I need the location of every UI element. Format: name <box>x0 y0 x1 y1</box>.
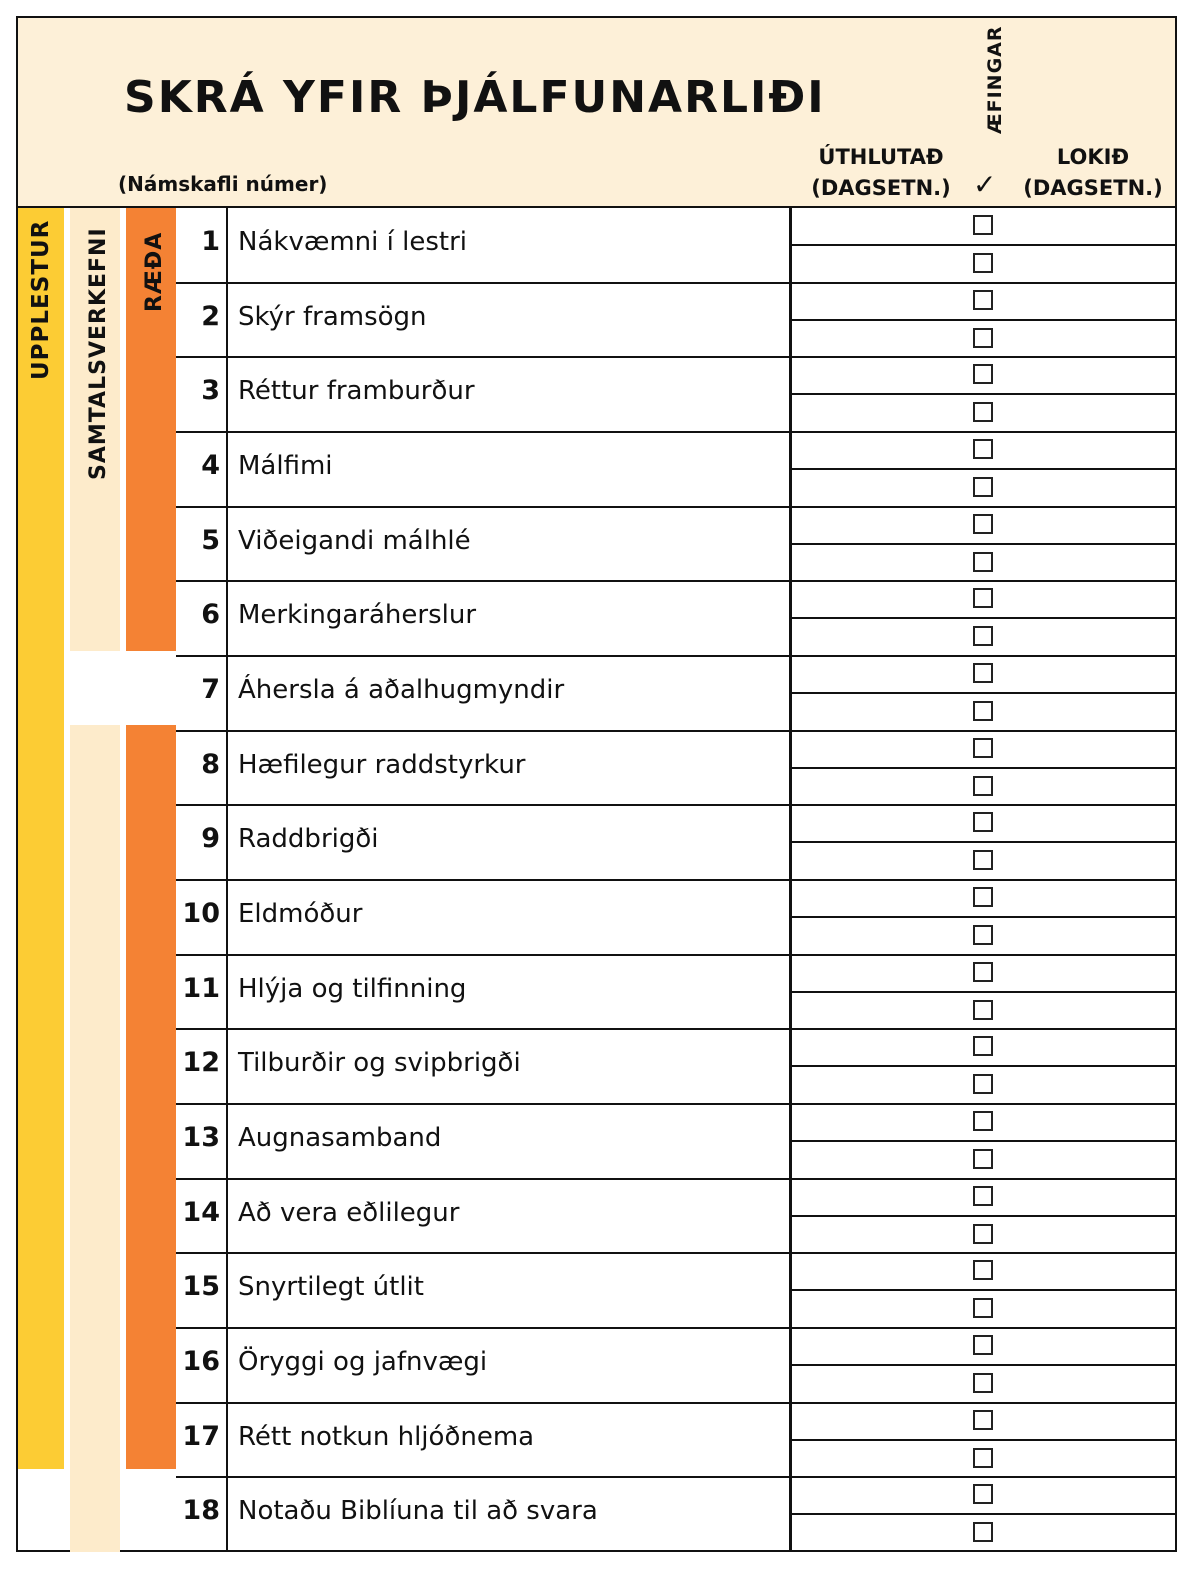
date-entry-line <box>790 319 1175 321</box>
assigned-date-header <box>806 142 956 204</box>
practice-checkbox[interactable] <box>973 887 993 907</box>
practice-checkbox[interactable] <box>973 1149 993 1169</box>
lesson-number: 3 <box>201 375 220 407</box>
practice-checkbox[interactable] <box>973 1074 993 1094</box>
practice-checkbox[interactable] <box>973 1484 993 1504</box>
table-row <box>176 955 1175 1030</box>
date-entry-line <box>790 991 1175 993</box>
column-divider <box>789 208 792 1552</box>
conversation-band-label: SAMTALSVERKEFNI <box>86 227 111 480</box>
lesson-number: 18 <box>182 1495 220 1527</box>
lesson-title: Öryggi og jafnvægi <box>238 1347 488 1378</box>
practice-checkbox[interactable] <box>973 1373 993 1393</box>
practice-checkbox[interactable] <box>973 701 993 721</box>
table-row <box>176 357 1175 432</box>
practice-checkbox[interactable] <box>973 253 993 273</box>
lesson-title: Áhersla á aðalhugmyndir <box>238 675 565 706</box>
lesson-title: Notaðu Biblíuna til að svara <box>238 1496 598 1527</box>
practice-header: ÆFINGAR <box>984 25 1006 134</box>
practice-checkbox[interactable] <box>973 776 993 796</box>
lesson-title: Tilburðir og svipbrigði <box>238 1048 521 1079</box>
page-title: SKRÁ YFIR ÞJÁLFUNARLIÐI <box>124 72 826 123</box>
lesson-number: 16 <box>182 1346 220 1378</box>
date-entry-line <box>790 543 1175 545</box>
table-row <box>176 283 1175 358</box>
lesson-title: Augnasamband <box>238 1123 442 1154</box>
date-entry-line <box>790 1439 1175 1441</box>
date-entry-line <box>790 767 1175 769</box>
date-entry-line <box>790 841 1175 843</box>
practice-checkbox[interactable] <box>973 1224 993 1244</box>
table-row <box>176 432 1175 507</box>
practice-checkbox[interactable] <box>973 812 993 832</box>
talk-band <box>126 725 176 1469</box>
lesson-number: 10 <box>182 898 220 930</box>
lesson-number: 14 <box>182 1196 220 1228</box>
lesson-title: Að vera eðlilegur <box>238 1197 460 1228</box>
lesson-number: 15 <box>182 1271 220 1303</box>
lesson-title: Hlýja og tilfinning <box>238 973 467 1004</box>
lesson-title: Hæfilegur raddstyrkur <box>238 749 526 780</box>
check-icon: ✓ <box>973 168 997 201</box>
lesson-title: Rétt notkun hljóðnema <box>238 1421 535 1452</box>
assigned-date-header-line2: (DAGSETN.) <box>811 176 951 200</box>
table-row <box>176 1029 1175 1104</box>
practice-checkbox[interactable] <box>973 1186 993 1206</box>
lesson-title: Snyrtilegt útlit <box>238 1272 424 1303</box>
practice-checkbox[interactable] <box>973 1522 993 1542</box>
practice-checkbox[interactable] <box>973 1448 993 1468</box>
practice-checkbox[interactable] <box>973 1260 993 1280</box>
lesson-title: Raddbrigði <box>238 824 379 855</box>
practice-checkbox[interactable] <box>973 925 993 945</box>
practice-checkbox[interactable] <box>973 1000 993 1020</box>
practice-checkbox[interactable] <box>973 328 993 348</box>
lesson-number: 13 <box>182 1122 220 1154</box>
form-header <box>18 18 1175 208</box>
table-row <box>176 1328 1175 1403</box>
date-entry-line <box>790 1364 1175 1366</box>
table-row <box>176 1104 1175 1179</box>
lesson-number: 12 <box>182 1047 220 1079</box>
practice-checkbox[interactable] <box>973 1298 993 1318</box>
practice-checkbox[interactable] <box>973 215 993 235</box>
column-divider <box>226 208 228 1552</box>
table-row <box>176 1403 1175 1478</box>
talk-band-label: RÆÐA <box>142 231 167 312</box>
date-entry-line <box>790 617 1175 619</box>
date-entry-line <box>790 244 1175 246</box>
practice-checkbox[interactable] <box>973 552 993 572</box>
lesson-title: Málfimi <box>238 451 333 481</box>
table-row <box>176 880 1175 955</box>
practice-checkbox[interactable] <box>973 738 993 758</box>
lesson-title: Viðeigandi málhlé <box>238 525 471 556</box>
lesson-number: 2 <box>201 300 220 332</box>
date-entry-line <box>790 393 1175 395</box>
practice-checkbox[interactable] <box>973 663 993 683</box>
date-entry-line <box>790 1513 1175 1515</box>
practice-checkbox[interactable] <box>973 1410 993 1430</box>
table-row <box>176 581 1175 656</box>
training-record-form <box>16 16 1177 1552</box>
lesson-number: 11 <box>182 972 220 1004</box>
lesson-number: 7 <box>201 674 220 706</box>
date-entry-line <box>790 1215 1175 1217</box>
table-row <box>176 1477 1175 1552</box>
conversation-band <box>70 725 120 1552</box>
lesson-title: Nákvæmni í lestri <box>238 227 468 257</box>
reading-band <box>18 208 64 1469</box>
practice-checkbox[interactable] <box>973 364 993 384</box>
date-entry-line <box>790 692 1175 694</box>
lesson-number: 5 <box>201 524 220 556</box>
lesson-number: 1 <box>201 226 220 257</box>
table-row <box>176 731 1175 806</box>
date-entry-line <box>790 1289 1175 1291</box>
date-entry-line <box>790 468 1175 470</box>
lesson-title: Skýr framsögn <box>238 301 427 332</box>
lesson-title: Eldmóður <box>238 899 363 930</box>
table-row <box>176 507 1175 582</box>
practice-checkbox[interactable] <box>973 1111 993 1131</box>
completed-date-header-line1: LOKIÐ <box>1056 145 1130 169</box>
date-entry-line <box>790 916 1175 918</box>
table-row <box>176 656 1175 731</box>
practice-checkbox[interactable] <box>973 850 993 870</box>
table-row <box>176 805 1175 880</box>
practice-checkbox[interactable] <box>973 1036 993 1056</box>
lesson-title: Réttur framburður <box>238 376 475 407</box>
completed-date-header-line2: (DAGSETN.) <box>1023 176 1163 200</box>
lesson-number: 17 <box>182 1420 220 1452</box>
assigned-date-header-line1: ÚTHLUTAÐ <box>818 145 944 169</box>
lesson-number-label: (Námskafli númer) <box>118 172 328 196</box>
table-row <box>176 1253 1175 1328</box>
practice-checkbox[interactable] <box>973 402 993 422</box>
lesson-number: 8 <box>201 748 220 780</box>
practice-checkbox[interactable] <box>973 290 993 310</box>
lesson-number: 6 <box>201 599 220 631</box>
date-entry-line <box>790 1140 1175 1142</box>
practice-checkbox[interactable] <box>973 626 993 646</box>
lesson-number: 9 <box>201 823 220 855</box>
reading-band-label: UPPLESTUR <box>28 219 54 380</box>
practice-checkbox[interactable] <box>973 477 993 497</box>
practice-checkbox[interactable] <box>973 588 993 608</box>
practice-checkbox[interactable] <box>973 962 993 982</box>
table-row <box>176 1179 1175 1254</box>
date-entry-line <box>790 1065 1175 1067</box>
table-row <box>176 208 1175 283</box>
lesson-title: Merkingaráherslur <box>238 600 477 631</box>
lesson-number: 4 <box>201 450 220 481</box>
completed-date-header <box>1018 142 1168 204</box>
practice-checkbox[interactable] <box>973 439 993 459</box>
practice-checkbox[interactable] <box>973 1335 993 1355</box>
practice-checkbox[interactable] <box>973 514 993 534</box>
